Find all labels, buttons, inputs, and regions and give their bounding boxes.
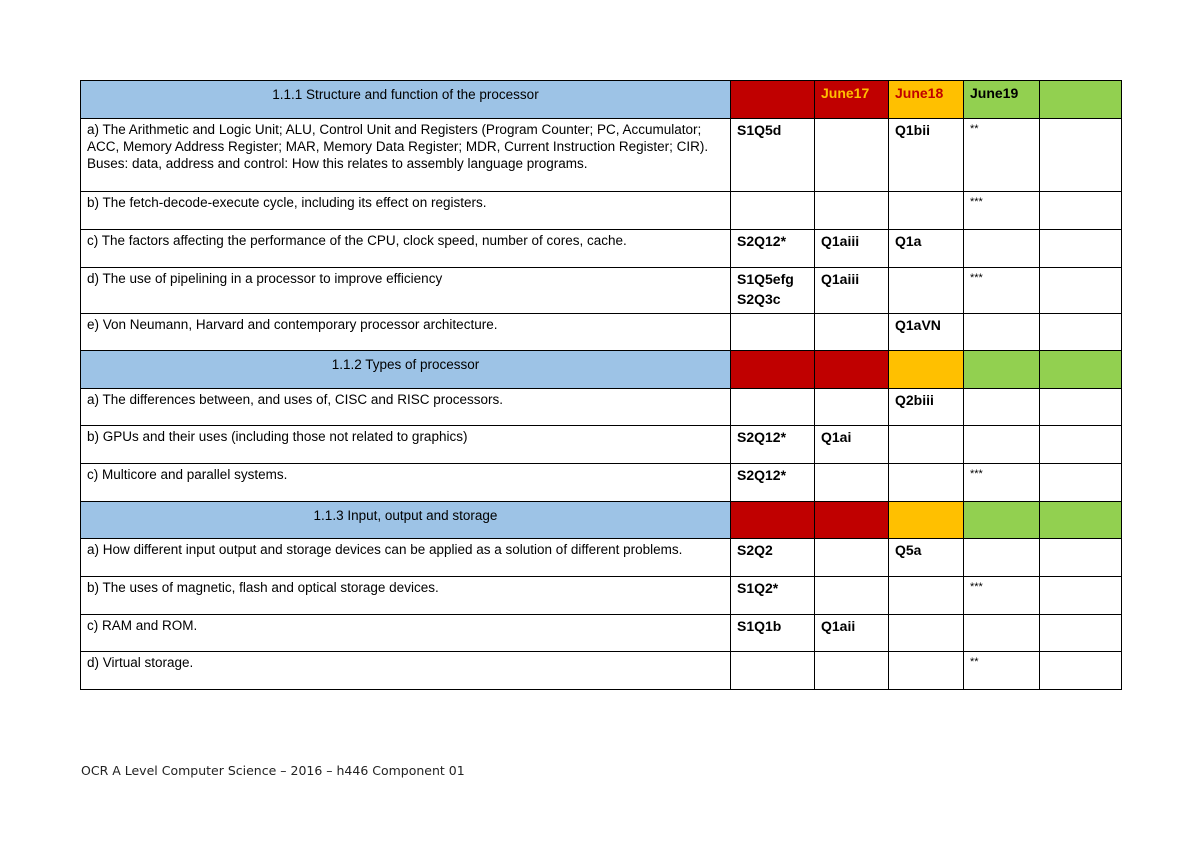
blank-cell xyxy=(1040,230,1122,268)
blank-cell xyxy=(1040,119,1122,192)
header-cell-red xyxy=(731,81,815,119)
topic-text: a) The differences between, and uses of, CISC and RISC processors. xyxy=(81,389,731,426)
ref-cell xyxy=(815,192,889,230)
topic-text: c) The factors affecting the performance of the CPU, clock speed, number of cores, cache. xyxy=(81,230,731,268)
table-row xyxy=(81,389,1122,426)
rating-cell: *** xyxy=(964,464,1040,502)
blank-cell xyxy=(1040,577,1122,615)
blank-cell xyxy=(1040,539,1122,577)
header-cell-red xyxy=(731,502,815,539)
rating-cell xyxy=(964,426,1040,464)
ref-cell: Q1a xyxy=(889,230,964,268)
ref-cell: S1Q1b xyxy=(731,615,815,652)
table-row xyxy=(81,539,1122,577)
ref-cell xyxy=(815,119,889,192)
rating-cell xyxy=(964,539,1040,577)
blank-cell xyxy=(1040,652,1122,690)
topic-text: c) Multicore and parallel systems. xyxy=(81,464,731,502)
header-june18: June18 xyxy=(889,81,964,119)
ref-cell: Q1ai xyxy=(815,426,889,464)
ref-cell xyxy=(889,192,964,230)
ref-cell: S2Q2 xyxy=(731,539,815,577)
section-header-row xyxy=(81,81,1122,119)
rating-cell: *** xyxy=(964,577,1040,615)
header-cell-green xyxy=(1040,81,1122,119)
header-cell-green xyxy=(964,351,1040,389)
blank-cell xyxy=(1040,314,1122,351)
topic-text: d) Virtual storage. xyxy=(81,652,731,690)
blank-cell xyxy=(1040,426,1122,464)
ref-cell: Q1aVN xyxy=(889,314,964,351)
ref-cell: Q1aiii xyxy=(815,230,889,268)
header-cell-red xyxy=(815,502,889,539)
section-title: 1.1.3 Input, output and storage xyxy=(81,502,731,539)
ref-cell: Q1bii xyxy=(889,119,964,192)
ref-cell xyxy=(815,464,889,502)
topic-text: a) The Arithmetic and Logic Unit; ALU, Control Unit and Registers (Program Counter; PC, Accumulator; ACC, Memory Address Register; MAR, Memory Data Register; MDR, Current Instruction Register; CIR). Buses: data, address and control: How this relates to assembly language programs. xyxy=(81,119,731,192)
ref-cell: S2Q12* xyxy=(731,426,815,464)
topic-text: a) How different input output and storage devices can be applied as a solution of different problems. xyxy=(81,539,731,577)
ref-cell xyxy=(815,389,889,426)
header-cell-green xyxy=(1040,351,1122,389)
rating-cell: ** xyxy=(964,652,1040,690)
table-row xyxy=(81,464,1122,502)
specification-table xyxy=(80,80,1122,690)
ref-cell xyxy=(889,464,964,502)
header-cell-red xyxy=(731,351,815,389)
rating-cell xyxy=(964,314,1040,351)
rating-cell xyxy=(964,389,1040,426)
ref-cell xyxy=(889,268,964,314)
topic-text: e) Von Neumann, Harvard and contemporary processor architecture. xyxy=(81,314,731,351)
ref-cell xyxy=(731,652,815,690)
ref-cell xyxy=(731,389,815,426)
ref-cell xyxy=(815,539,889,577)
blank-cell xyxy=(1040,192,1122,230)
ref-cell xyxy=(731,314,815,351)
rating-cell xyxy=(964,230,1040,268)
blank-cell xyxy=(1040,615,1122,652)
header-cell-red xyxy=(815,351,889,389)
table-row xyxy=(81,426,1122,464)
table-row xyxy=(81,577,1122,615)
table-row xyxy=(81,268,1122,314)
table-row xyxy=(81,314,1122,351)
ref-cell: Q2biii xyxy=(889,389,964,426)
rating-cell: ** xyxy=(964,119,1040,192)
ref-cell xyxy=(889,615,964,652)
section-header-row xyxy=(81,351,1122,389)
topic-text: c) RAM and ROM. xyxy=(81,615,731,652)
ref-cell: S1Q2* xyxy=(731,577,815,615)
header-cell-orange xyxy=(889,351,964,389)
table-row xyxy=(81,615,1122,652)
header-cell-green xyxy=(964,502,1040,539)
table-row xyxy=(81,119,1122,192)
header-june19: June19 xyxy=(964,81,1040,119)
topic-text: b) The uses of magnetic, flash and optical storage devices. xyxy=(81,577,731,615)
header-cell-orange xyxy=(889,502,964,539)
ref-line: S1Q5efg xyxy=(737,271,794,287)
ref-cell: S2Q12* xyxy=(731,464,815,502)
section-header-row xyxy=(81,502,1122,539)
header-cell-green xyxy=(1040,502,1122,539)
page-footer: OCR A Level Computer Science – 2016 – h446 Component 01 xyxy=(81,763,465,778)
ref-cell xyxy=(889,652,964,690)
ref-cell: S1Q5d xyxy=(731,119,815,192)
ref-cell: Q1aiii xyxy=(815,268,889,314)
ref-cell xyxy=(815,314,889,351)
rating-cell: *** xyxy=(964,192,1040,230)
ref-cell xyxy=(815,577,889,615)
blank-cell xyxy=(1040,389,1122,426)
topic-text: b) GPUs and their uses (including those not related to graphics) xyxy=(81,426,731,464)
ref-cell: Q1aii xyxy=(815,615,889,652)
ref-cell xyxy=(889,426,964,464)
ref-cell: Q5a xyxy=(889,539,964,577)
rating-cell xyxy=(964,615,1040,652)
section-title: 1.1.2 Types of processor xyxy=(81,351,731,389)
ref-line: S2Q3c xyxy=(737,291,781,307)
ref-cell xyxy=(889,577,964,615)
section-title: 1.1.1 Structure and function of the processor xyxy=(81,81,731,119)
topic-text: b) The fetch-decode-execute cycle, including its effect on registers. xyxy=(81,192,731,230)
table-row xyxy=(81,652,1122,690)
ref-cell: S2Q12* xyxy=(731,230,815,268)
topic-text: d) The use of pipelining in a processor to improve efficiency xyxy=(81,268,731,314)
table-row xyxy=(81,230,1122,268)
header-june17: June17 xyxy=(815,81,889,119)
ref-cell xyxy=(731,268,815,314)
ref-cell xyxy=(815,652,889,690)
blank-cell xyxy=(1040,268,1122,314)
table-row xyxy=(81,192,1122,230)
ref-cell xyxy=(731,192,815,230)
rating-cell: *** xyxy=(964,268,1040,314)
blank-cell xyxy=(1040,464,1122,502)
